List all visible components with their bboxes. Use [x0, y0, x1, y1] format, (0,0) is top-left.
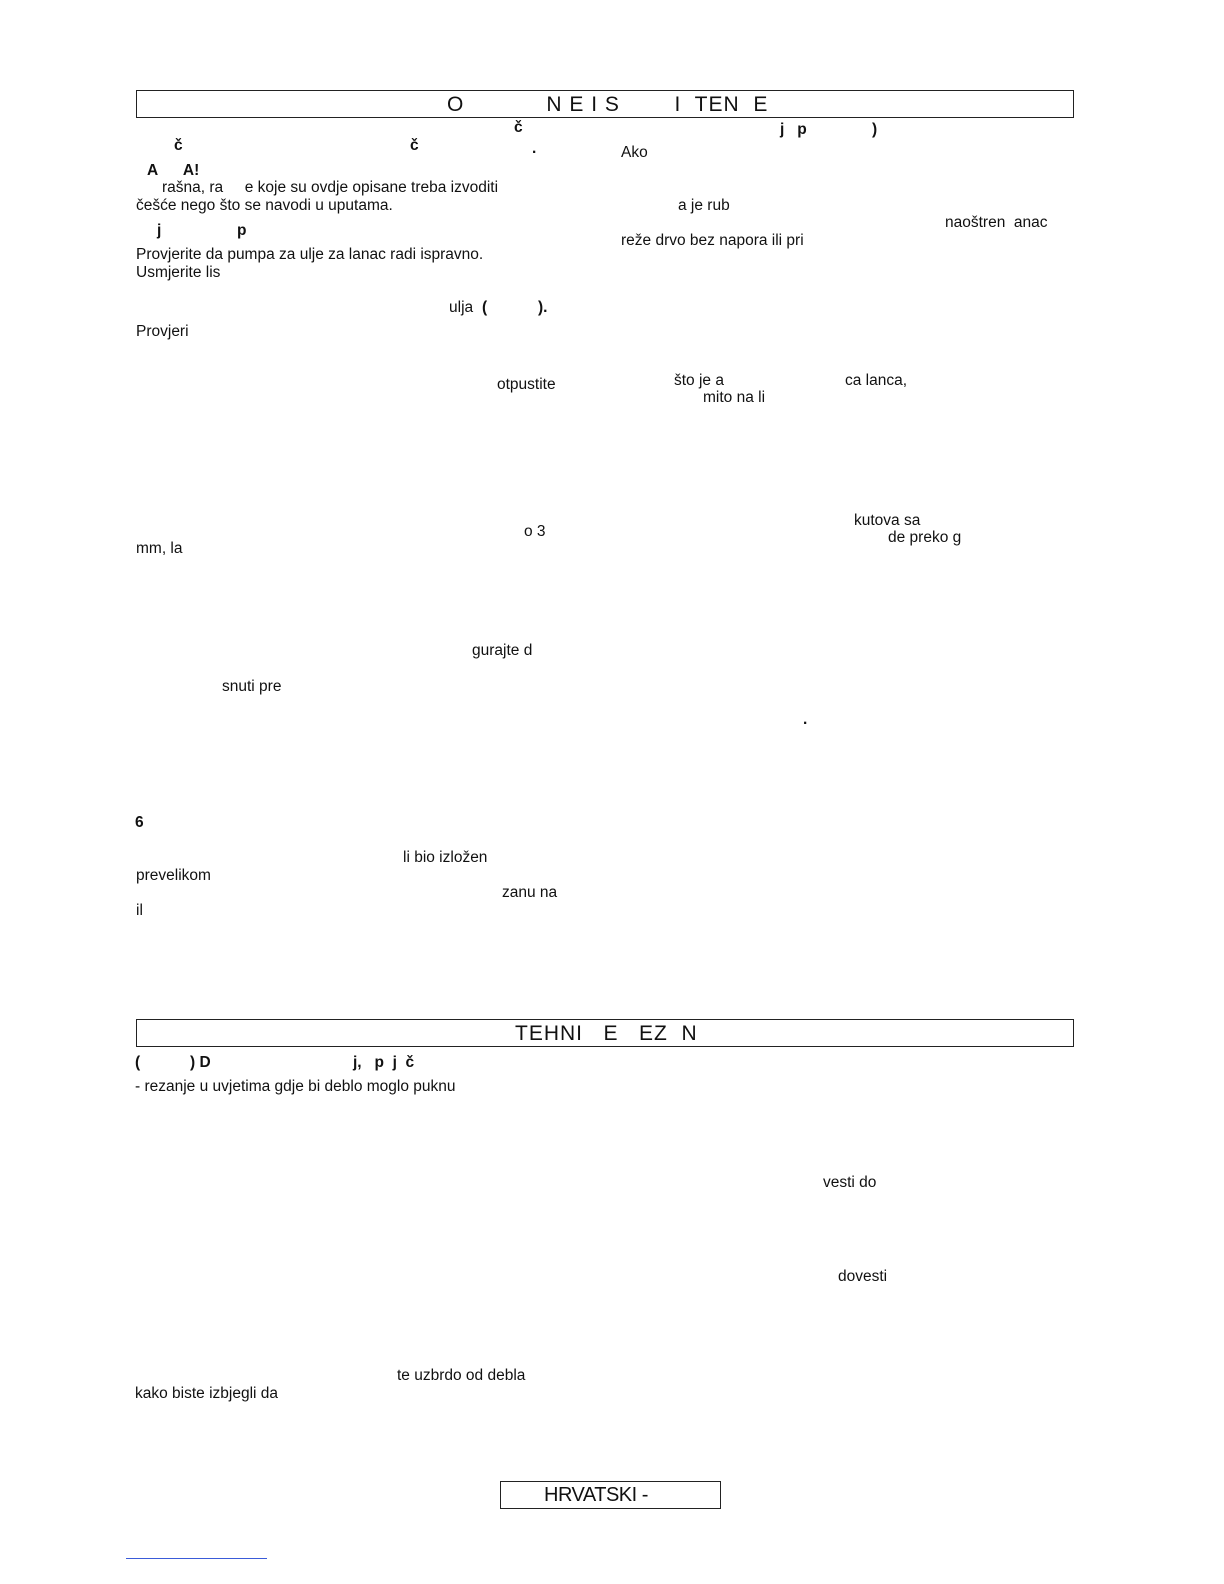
text-right-line: mito na li	[703, 389, 766, 406]
text-line: gurajte d	[472, 642, 533, 659]
text-right-dot: .	[803, 711, 808, 728]
section-header-maintenance	[136, 90, 1074, 118]
numbered-heading: 6	[135, 814, 144, 831]
text-line: Usmjerite lis	[136, 264, 221, 281]
text-paren-open: (	[482, 299, 488, 316]
warning-heading: A A!	[147, 162, 200, 179]
subheading-b: ) D	[190, 1054, 211, 1071]
subheading-right-a: j p	[780, 121, 807, 138]
text-right-line: naoštren anac	[945, 214, 1048, 231]
footer-language-box	[500, 1481, 721, 1509]
footer-language-label: HRVATSKI -	[544, 1484, 648, 1506]
subheading-char: č	[514, 119, 523, 136]
text-right-line: dovesti	[838, 1268, 888, 1285]
bold-j: j	[157, 222, 162, 239]
text-right-ako: Ako	[621, 144, 648, 161]
text-right-line: kutova sa	[854, 512, 921, 529]
text-line: li bio izložen	[403, 849, 488, 866]
text-right-line: a je rub	[678, 197, 730, 214]
text-line: otpustite	[497, 376, 556, 393]
text-line: mm, la	[136, 540, 183, 557]
text-line: zanu na	[502, 884, 558, 901]
subheading-right-b: )	[872, 121, 878, 138]
text-line: rašna, ra e koje su ovdje opisane treba izvoditi	[162, 179, 499, 196]
text-line: o 3	[524, 523, 546, 540]
text-line: - rezanje u uvjetima gdje bi deblo moglo puknu	[135, 1078, 456, 1095]
text-line: Provjerite da pumpa za ulje za lanac radi ispravno.	[136, 246, 484, 263]
section-title: O N E I S I TEN E	[447, 93, 769, 116]
text-right-line: reže drvo bez napora ili pri	[621, 232, 804, 249]
section-header-cutting-technique	[136, 1019, 1074, 1047]
text-right-line: de preko g	[888, 529, 962, 546]
text-line: il	[136, 902, 143, 919]
bold-p: p	[237, 222, 247, 239]
text-line: Provjeri	[136, 323, 189, 340]
text-line: te uzbrdo od debla	[397, 1367, 526, 1384]
subheading-c: j, p j č	[353, 1054, 415, 1071]
footnote-rule	[126, 1558, 267, 1559]
subheading-a: (	[135, 1054, 141, 1071]
subheading-row2-a: č	[174, 137, 183, 154]
text-right-line: što je a	[674, 372, 724, 389]
text-paren-close: ).	[538, 299, 548, 316]
text-line: češće nego što se navodi u uputama.	[136, 197, 393, 214]
text-line: prevelikom	[136, 867, 211, 884]
subheading-row2-dot: .	[532, 140, 537, 157]
text-right-line: ca lanca,	[845, 372, 908, 389]
text-right-line: vesti do	[823, 1174, 877, 1191]
subheading-row2-b: č	[410, 137, 419, 154]
text-ulja: ulja	[449, 299, 474, 316]
section-title: TEHNI E EZ N	[515, 1022, 698, 1045]
text-line: snuti pre	[222, 678, 282, 695]
text-line: kako biste izbjegli da	[135, 1385, 279, 1402]
